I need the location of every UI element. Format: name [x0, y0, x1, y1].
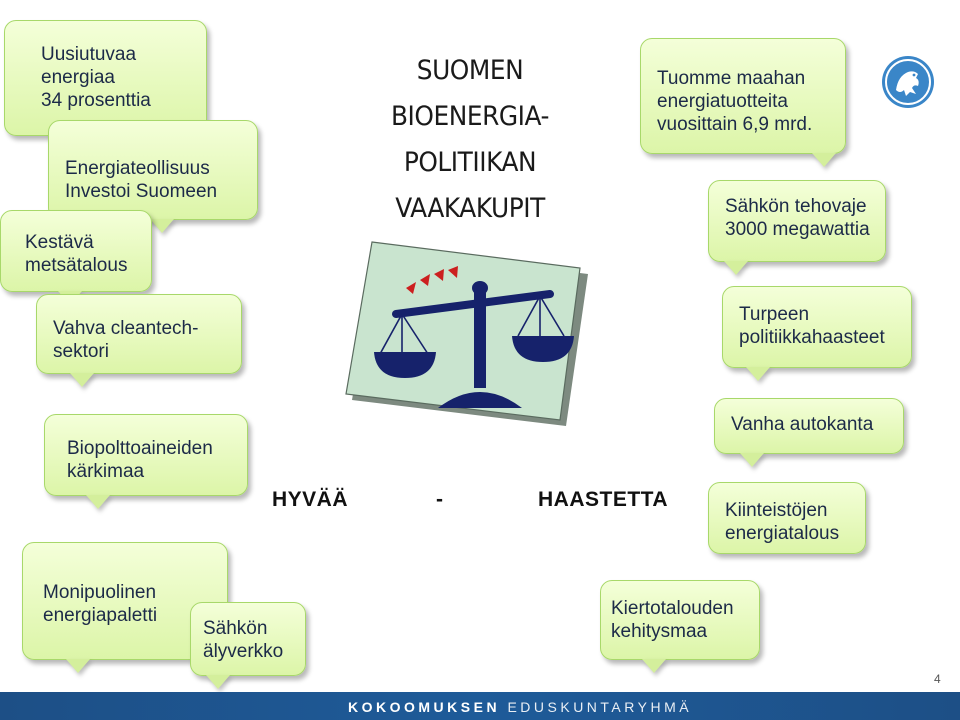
label-separator: -	[436, 488, 444, 511]
title-line: VAAKAKUPIT	[395, 193, 545, 224]
footer-group: EDUSKUNTARYHMÄ	[507, 699, 693, 715]
bubble-text: Sähkön älyverkko	[203, 618, 284, 662]
bubble-tail	[86, 495, 110, 509]
bubble-peat-policy	[722, 286, 912, 368]
scale-post	[474, 292, 486, 388]
slide-title	[350, 48, 589, 232]
bubble-tail	[206, 675, 230, 689]
title-line: POLITIIKAN	[403, 147, 537, 178]
label-challenging: HAASTETTA	[538, 488, 669, 511]
footer-logo	[348, 699, 692, 715]
bubble-circular-economy	[600, 580, 760, 660]
bubble-text: Vahva cleantech- sektori	[53, 318, 199, 362]
bubble-tail	[70, 373, 94, 387]
footer-bar	[0, 692, 960, 720]
bubble-tail	[66, 659, 90, 673]
bubble-tail	[812, 153, 836, 167]
label-good: HYVÄÄ	[272, 488, 349, 511]
bubble-sustainable-forestry	[0, 210, 152, 292]
bubble-text: Vanha autokanta	[731, 414, 874, 435]
bubble-energy-imports	[640, 38, 846, 154]
bubble-tail	[642, 659, 666, 673]
page-number: 4	[934, 672, 941, 686]
bubble-text: Kiinteistöjen energiatalous	[725, 500, 840, 544]
balance-scale-icon	[340, 236, 590, 436]
bubble-tail	[150, 219, 174, 233]
bubble-text: Biopolttoaineiden kärkimaa	[67, 438, 213, 482]
bubble-old-car-fleet	[714, 398, 904, 454]
bubble-building-energy	[708, 482, 866, 554]
bubble-text: Kiertotalouden kehitysmaa	[611, 598, 734, 642]
bubble-energy-industry	[48, 120, 258, 220]
bubble-power-deficit	[708, 180, 886, 262]
bubble-tail	[740, 453, 764, 467]
bubble-biofuels	[44, 414, 248, 496]
bubble-renewable-energy	[4, 20, 207, 136]
bubble-text: Turpeen politiikkahaasteet	[739, 304, 885, 348]
bubble-text: Uusiutuvaa energiaa 34 prosenttia	[41, 44, 151, 111]
bubble-text: Monipuolinen energiapaletti	[43, 582, 158, 626]
bubble-text: Tuomme maahan energiatuotteita vuosittain 6,9 mrd.	[657, 68, 813, 135]
lion-emblem-icon	[880, 54, 936, 110]
bubble-tail	[746, 367, 770, 381]
scale-panel	[346, 242, 580, 420]
bubble-text: Sähkön tehovaje 3000 megawattia	[725, 196, 870, 240]
title-line: BIOENERGIA-	[390, 101, 550, 132]
bubble-text: Kestävä metsätalous	[25, 232, 128, 276]
footer-party: KOKOOMUKSEN	[348, 699, 501, 715]
bubble-cleantech	[36, 294, 242, 374]
bubble-smart-grid	[190, 602, 306, 676]
bubble-tail	[724, 261, 748, 275]
title-line: SUOMEN	[416, 55, 524, 86]
bubble-text: Energiateollisuus Investoi Suomeen	[65, 158, 218, 202]
